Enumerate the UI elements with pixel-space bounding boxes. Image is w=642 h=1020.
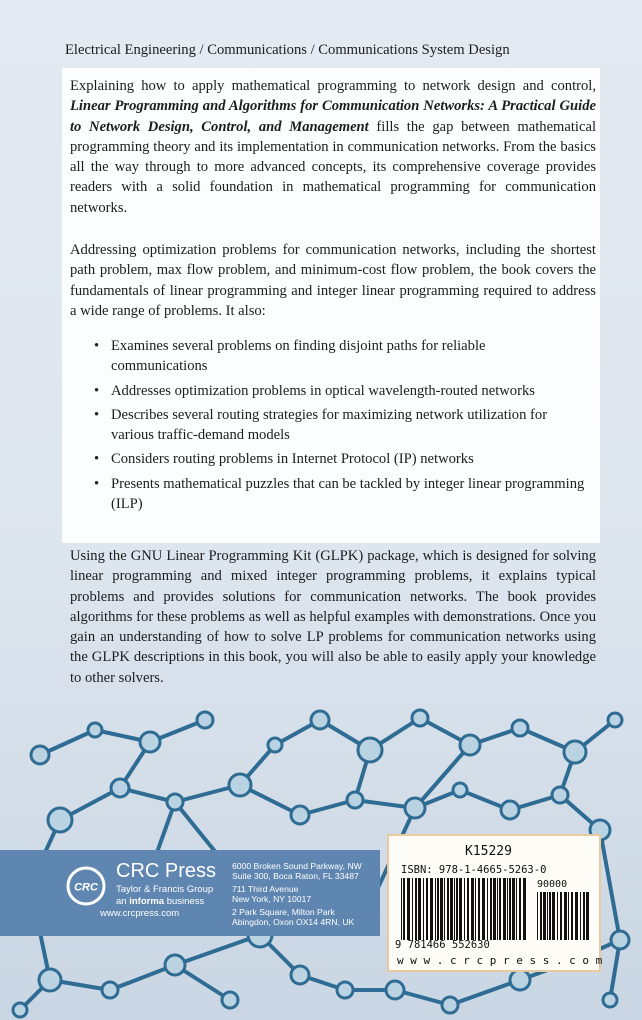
network-node	[102, 982, 118, 998]
network-node	[165, 955, 185, 975]
barcode-bar	[516, 878, 517, 940]
network-node	[31, 746, 49, 764]
barcode-bar	[423, 878, 424, 940]
barcode-bar	[564, 892, 567, 940]
barcode-bar	[426, 878, 428, 940]
network-node	[611, 931, 629, 949]
book-title: Linear Programming and Algorithms for Communication Networks: A Practical Guide to Network Design, Control, and Management	[70, 98, 596, 135]
crc-logo-icon	[66, 866, 106, 906]
network-node	[48, 808, 72, 832]
crc-logo-text: CRC	[74, 881, 98, 894]
publisher-business-line: an informa business	[116, 896, 205, 907]
barcode-bar	[568, 892, 569, 940]
barcode-bar	[575, 892, 578, 940]
barcode-bar	[490, 878, 492, 940]
network-node	[512, 720, 528, 736]
barcode-bar	[412, 878, 413, 940]
address-line: Abingdon, Oxon OX14 4RN, UK	[232, 917, 355, 927]
barcode-bar	[552, 892, 555, 940]
barcode-bar	[507, 878, 508, 940]
network-node	[291, 806, 309, 824]
network-node	[88, 723, 102, 737]
list-item: • Presents mathematical puzzles that can be tackled by integer linear programming (ILP)	[95, 474, 585, 515]
network-node	[552, 787, 568, 803]
network-node	[111, 779, 129, 797]
isbn-barcode	[399, 878, 529, 940]
barcode-bar	[557, 892, 558, 940]
barcode-bar	[482, 878, 485, 940]
barcode-bar	[519, 878, 521, 940]
list-item: • Considers routing problems in Internet Protocol (IP) networks	[95, 449, 585, 469]
publisher-name: CRC Press	[116, 860, 217, 882]
network-node	[311, 711, 329, 729]
barcode-bar	[549, 892, 551, 940]
barcode-bar	[407, 878, 410, 940]
network-node	[412, 710, 428, 726]
barcode-bar	[456, 878, 458, 940]
network-node	[564, 741, 586, 763]
barcode-bar	[475, 878, 476, 940]
network-node	[337, 982, 353, 998]
barcode-bar	[464, 878, 465, 940]
network-node	[460, 735, 480, 755]
network-node	[386, 981, 404, 999]
barcode-bar	[583, 892, 585, 940]
barcode-bar	[537, 892, 538, 940]
barcode-label	[387, 834, 601, 972]
barcode-bar	[467, 878, 469, 940]
paragraph-glpk: Using the GNU Linear Programming Kit (GLPK) package, which is designed for solving linear programming and mixed integer programming problems, it explains typical problems and provides solutions for communication networks. The book provides algorithms for these problems as well as helpful examples with demonstrations. Once you gain an understanding of how to solve LP problems for communication networks using the GLPK descriptions in this book, you will also be able to easily apply your knowledge to other solvers.	[70, 548, 596, 686]
address-line: 711 Third Avenue	[232, 884, 299, 894]
barcode-bar	[447, 878, 449, 940]
barcode-bar	[523, 878, 526, 940]
barcode-bar	[487, 878, 488, 940]
barcode-bar	[586, 892, 589, 940]
barcode-bar	[444, 878, 445, 940]
barcode-bar	[543, 892, 546, 940]
paragraph-topics: Addressing optimization problems for communication networks, including the shortest path problem, max flow problem, and minimum-cost flow problem, the book covers the fundamentals of linear programming and integer linear programming required to address a wide range of problems. It also:	[70, 242, 596, 319]
network-node	[39, 969, 61, 991]
network-node	[197, 712, 213, 728]
barcode-bar	[401, 878, 402, 940]
address-line: 6000 Broken Sound Parkway, NW	[232, 861, 362, 871]
list-item: • Describes several routing strategies for maximizing network utilization for various traffic-demand models	[95, 405, 585, 446]
barcode-bar	[580, 892, 581, 940]
barcode-url: w w w . c r c p r e s s . c o m	[397, 954, 603, 967]
barcode-bar	[450, 878, 453, 940]
barcode-bar	[560, 892, 562, 940]
barcode-bar	[471, 878, 474, 940]
intro-rest: fills the gap between mathematical programming theory and its implementation in communication networks. From the basics all the way through to more advanced concepts, its comprehensive coverage provides readers with a solid foundation in mathematical programming for communication networks.	[70, 118, 596, 216]
publisher-url: www.crcpress.com	[100, 908, 180, 919]
barcode-bar	[499, 878, 501, 940]
address-line: Suite 300, Boca Raton, FL 33487	[232, 871, 359, 881]
barcode-bar	[418, 878, 421, 940]
intro-paragraph	[70, 76, 596, 218]
network-node	[405, 798, 425, 818]
barcode-bar	[540, 892, 542, 940]
network-node	[229, 774, 251, 796]
barcode-bar	[440, 878, 443, 940]
barcode-bar	[430, 878, 433, 940]
informa-brand: informa	[129, 896, 165, 907]
network-node	[347, 792, 363, 808]
barcode-bar	[547, 892, 548, 940]
price-barcode	[535, 892, 591, 940]
network-node	[608, 713, 622, 727]
barcode-bar	[571, 892, 573, 940]
barcode-bar	[478, 878, 480, 940]
barcode-bar	[503, 878, 506, 940]
address-line: New York, NY 10017	[232, 894, 312, 904]
list-item: • Examines several problems on finding disjoint paths for reliable communications	[95, 336, 585, 377]
network-node	[13, 1003, 27, 1017]
network-node	[603, 993, 617, 1007]
barcode-bar	[454, 878, 455, 940]
network-node	[167, 794, 183, 810]
barcode-bar	[497, 878, 498, 940]
network-node	[140, 732, 160, 752]
barcode-bar	[403, 878, 405, 940]
isbn-text: ISBN: 978-1-4665-5263-0	[401, 864, 547, 876]
network-node	[222, 992, 238, 1008]
network-node	[358, 738, 382, 762]
barcode-bar	[437, 878, 439, 940]
feature-list	[95, 336, 585, 518]
publisher-group: Taylor & Francis Group	[116, 884, 214, 895]
list-item: • Addresses optimization problems in optical wavelength-routed networks	[95, 381, 585, 401]
network-node	[268, 738, 282, 752]
network-node	[510, 970, 530, 990]
barcode-bar	[509, 878, 511, 940]
barcode-bar	[493, 878, 496, 940]
category-breadcrumb: Electrical Engineering / Communications / Communications System Design	[65, 42, 510, 58]
barcode-bar	[459, 878, 462, 940]
network-node	[501, 801, 519, 819]
barcode-bar	[415, 878, 417, 940]
network-node	[291, 966, 309, 984]
barcode-bar	[512, 878, 515, 940]
network-node	[453, 783, 467, 797]
barcode-number: 9 781466 552630	[395, 939, 490, 951]
network-node	[442, 997, 458, 1013]
intro-lead: Explaining how to apply mathematical programming to network design and control,	[70, 78, 596, 94]
catalog-code: K15229	[465, 844, 512, 859]
price-code: 90000	[537, 879, 568, 890]
address-line: 2 Park Square, Milton Park	[232, 907, 335, 917]
barcode-bar	[435, 878, 436, 940]
